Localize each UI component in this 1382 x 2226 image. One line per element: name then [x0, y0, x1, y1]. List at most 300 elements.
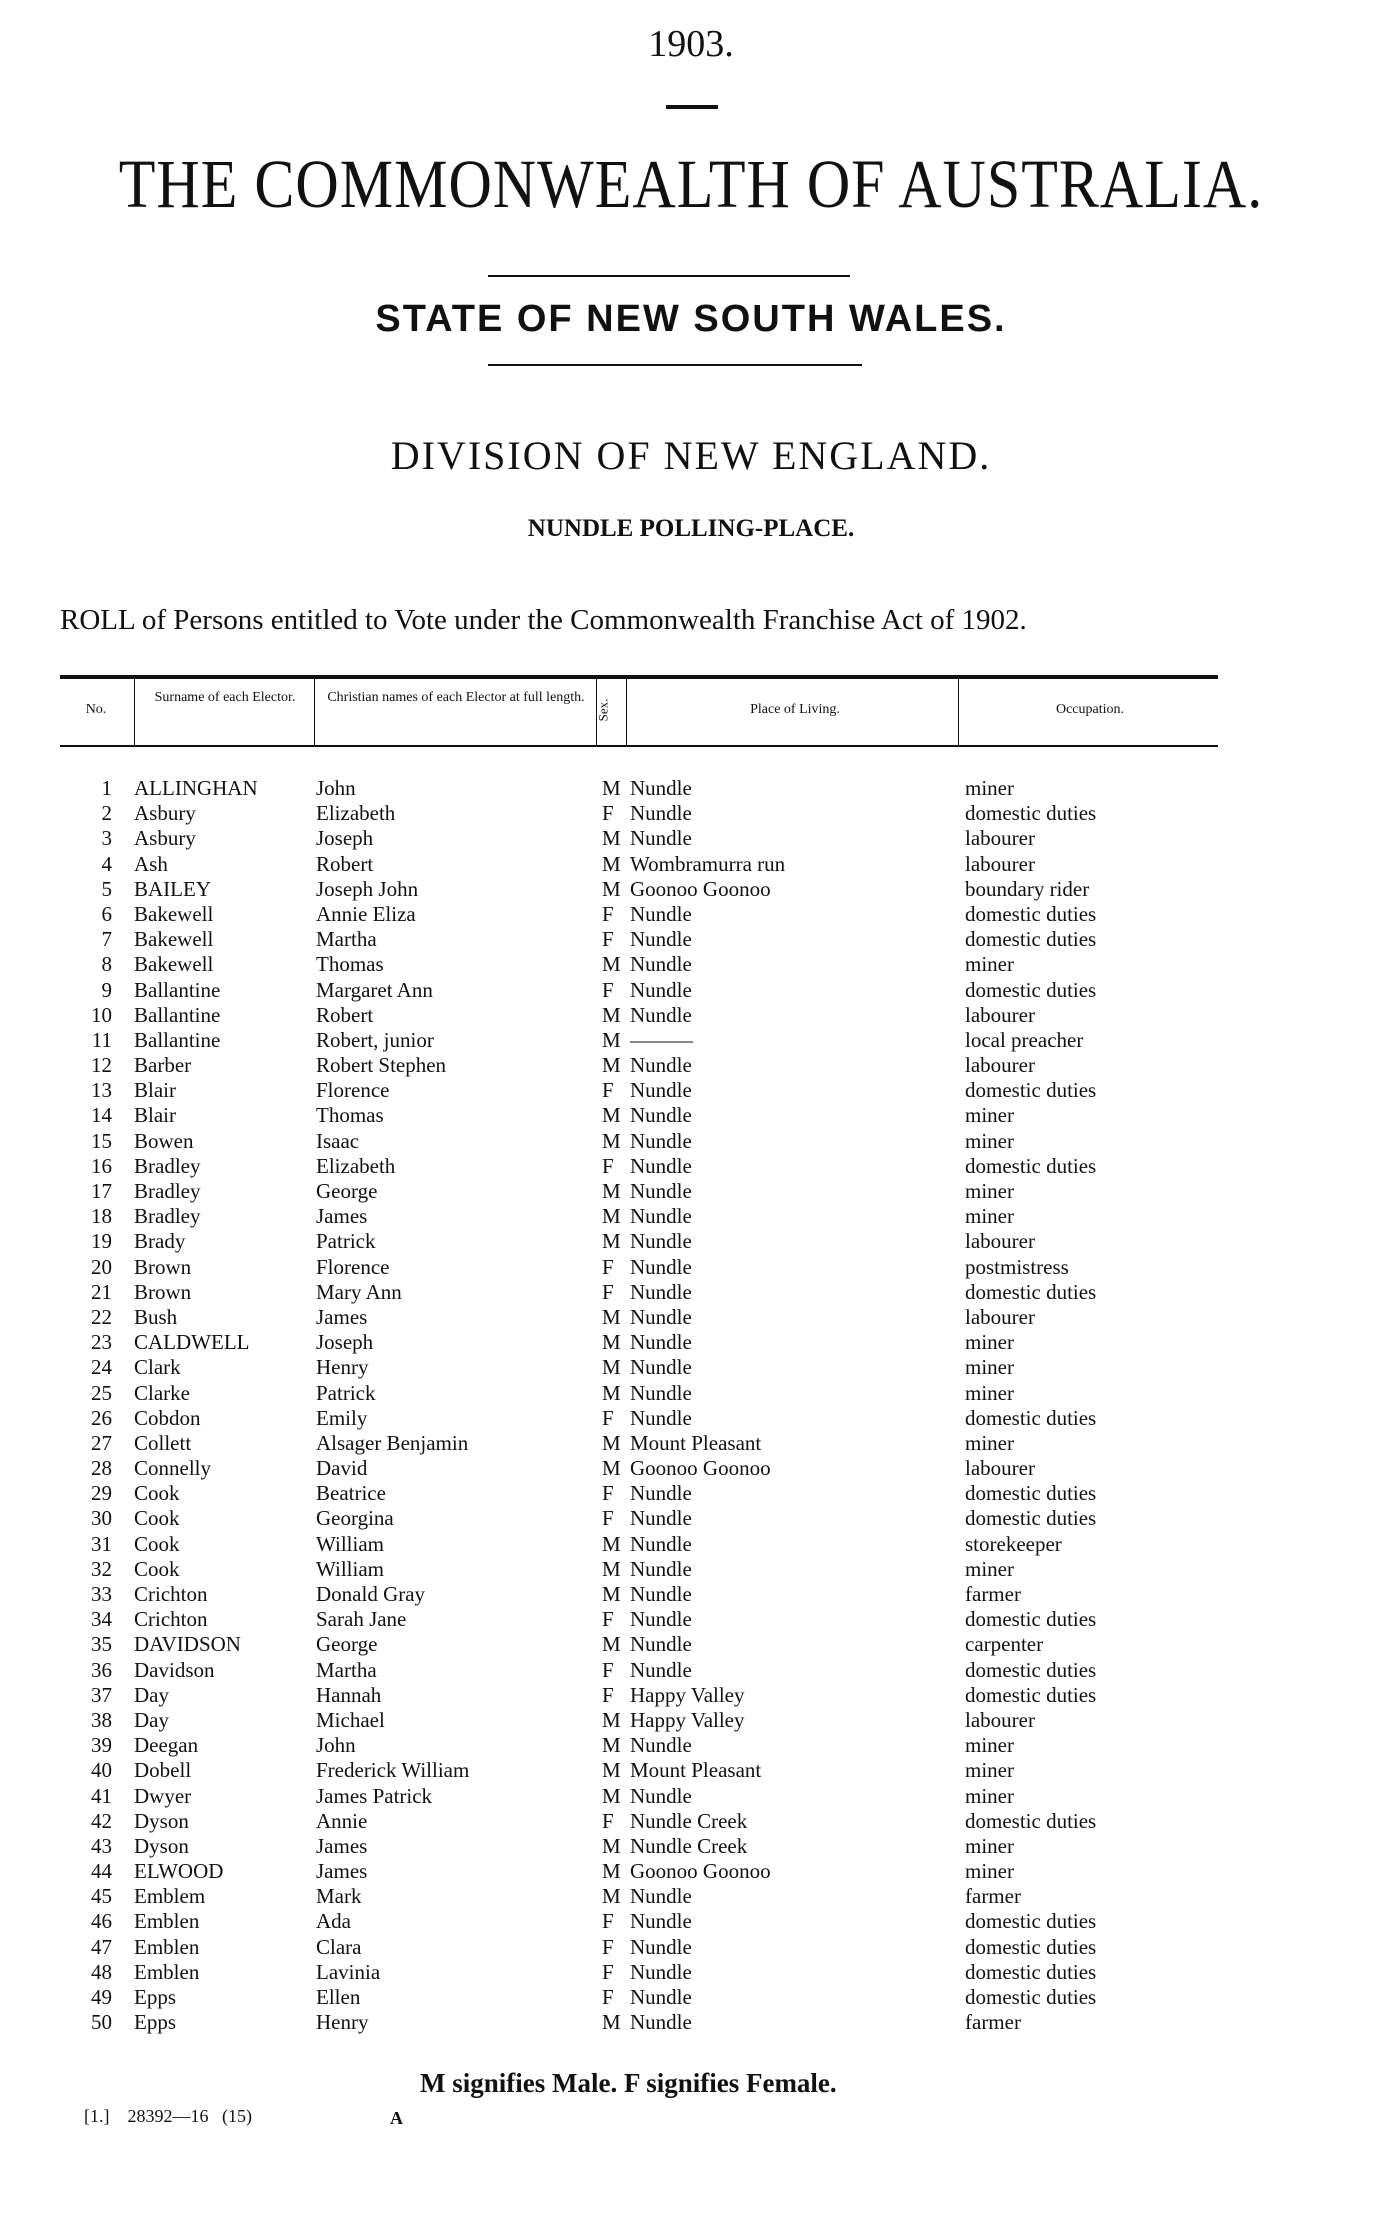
- sex-cell: M: [602, 1430, 621, 1455]
- surname-cell: Emblen: [134, 1909, 200, 1934]
- sex-cell: M: [602, 952, 621, 977]
- surname-cell: Ash: [134, 851, 168, 876]
- surname-cell: Deegan: [134, 1733, 199, 1758]
- surname-cell: Clark: [134, 1355, 181, 1380]
- division-heading: DIVISION OF NEW ENGLAND.: [390, 433, 992, 478]
- sex-cell: F: [602, 1254, 614, 1279]
- table-row: [0, 1532, 1382, 1557]
- christian-names-cell: Joseph: [316, 826, 374, 851]
- row-number: 43: [91, 1833, 112, 1858]
- sex-cell: M: [602, 1103, 621, 1128]
- occupation-cell: carpenter: [965, 1632, 1044, 1657]
- sex-cell: F: [602, 1153, 614, 1178]
- row-number: 1: [101, 776, 112, 800]
- row-number: 4: [101, 851, 112, 876]
- christian-names-cell: Lavinia: [316, 1959, 381, 1984]
- table-row: [0, 1129, 1382, 1154]
- sex-cell: M: [602, 1304, 621, 1329]
- surname-cell: Dwyer: [134, 1783, 192, 1808]
- christian-names-cell: David: [316, 1456, 368, 1481]
- surname-cell: Blair: [134, 1078, 176, 1103]
- row-number: 34: [91, 1607, 112, 1632]
- christian-names-cell: Thomas: [316, 952, 384, 977]
- occupation-cell: miner: [965, 1204, 1014, 1229]
- surname-cell: Epps: [134, 1985, 176, 2009]
- polling-place-heading: NUNDLE POLLING-PLACE.: [527, 515, 855, 542]
- occupation-cell: storekeeper: [965, 1531, 1062, 1556]
- place-cell: Nundle: [630, 1002, 692, 1027]
- sex-cell: F: [602, 1506, 614, 1531]
- surname-cell: Dyson: [134, 1808, 189, 1833]
- surname-cell: Emblen: [134, 1959, 200, 1984]
- occupation-cell: miner: [965, 1380, 1014, 1405]
- header-col-surname: Surname of each Elector.: [154, 690, 296, 705]
- christian-names-cell: Elizabeth: [316, 1153, 396, 1178]
- christian-names-cell: Alsager Benjamin: [316, 1430, 469, 1455]
- christian-names-cell: James: [316, 1833, 368, 1858]
- row-number: 40: [91, 1758, 112, 1783]
- row-number: 45: [91, 1884, 112, 1909]
- christian-names-cell: James: [316, 1859, 368, 1884]
- place-cell: Nundle Creek: [630, 1808, 748, 1833]
- row-number: 2: [101, 801, 112, 826]
- occupation-cell: boundary rider: [965, 876, 1090, 901]
- sex-legend: M signifies Male. F signifies Female.: [420, 2068, 837, 2098]
- table-row: [0, 1658, 1382, 1683]
- place-cell: Nundle: [630, 1380, 692, 1405]
- table-row: [0, 1330, 1382, 1355]
- christian-names-cell: Georgina: [316, 1506, 394, 1531]
- surname-cell: Brown: [134, 1279, 192, 1304]
- christian-names-cell: John: [316, 776, 356, 800]
- place-cell: Nundle: [630, 1179, 692, 1203]
- table-row: [0, 1506, 1382, 1531]
- place-cell: Nundle: [630, 1304, 692, 1329]
- christian-names-cell: Robert: [316, 1002, 374, 1027]
- surname-cell: Ballantine: [134, 977, 221, 1002]
- christian-names-cell: Annie Eliza: [316, 901, 416, 926]
- christian-names-cell: James: [316, 1304, 368, 1329]
- surname-cell: Cook: [134, 1531, 180, 1556]
- sex-cell: M: [602, 1833, 621, 1858]
- row-number: 50: [91, 2010, 112, 2035]
- table-row: [0, 852, 1382, 877]
- place-cell: Nundle: [630, 1355, 692, 1380]
- christian-names-cell: Patrick: [316, 1229, 376, 1254]
- occupation-cell: labourer: [965, 1304, 1035, 1329]
- sex-cell: M: [602, 1707, 621, 1732]
- row-number: 20: [91, 1254, 112, 1279]
- row-number: 3: [101, 826, 112, 851]
- sex-cell: M: [602, 1355, 621, 1380]
- row-number: 9: [101, 977, 112, 1002]
- place-cell: Mount Pleasant: [630, 1430, 762, 1455]
- place-cell: Nundle: [630, 1909, 692, 1934]
- table-row: [0, 1179, 1382, 1204]
- occupation-cell: domestic duties: [965, 1506, 1097, 1531]
- year-heading: 1903.: [648, 23, 734, 65]
- table-row: [0, 776, 1382, 801]
- row-number: 18: [91, 1204, 112, 1229]
- row-number: 12: [91, 1053, 112, 1078]
- table-row: [0, 1784, 1382, 1809]
- row-number: 21: [91, 1279, 112, 1304]
- christian-names-cell: Elizabeth: [316, 801, 396, 826]
- sex-cell: M: [602, 1204, 621, 1229]
- place-cell: Nundle: [630, 1279, 692, 1304]
- row-number: 32: [91, 1556, 112, 1581]
- surname-cell: Barber: [134, 1053, 192, 1078]
- row-number: 35: [91, 1632, 112, 1657]
- christian-names-cell: Joseph: [316, 1330, 374, 1355]
- place-cell: Goonoo Goonoo: [630, 1456, 771, 1481]
- occupation-cell: miner: [965, 1859, 1014, 1884]
- table-row: [0, 1935, 1382, 1960]
- surname-cell: Dobell: [134, 1758, 192, 1783]
- christian-names-cell: James: [316, 1204, 368, 1229]
- occupation-cell: miner: [965, 1330, 1014, 1355]
- place-cell: Mount Pleasant: [630, 1758, 762, 1783]
- sex-cell: M: [602, 1733, 621, 1758]
- christian-names-cell: Hannah: [316, 1682, 382, 1707]
- place-cell: Goonoo Goonoo: [630, 876, 771, 901]
- place-cell: Nundle Creek: [630, 1833, 748, 1858]
- sex-cell: M: [602, 851, 621, 876]
- sex-cell: M: [602, 1556, 621, 1581]
- occupation-cell: labourer: [965, 826, 1035, 851]
- row-number: 15: [91, 1128, 112, 1153]
- occupation-cell: miner: [965, 1833, 1014, 1858]
- christian-names-cell: Clara: [316, 1934, 362, 1959]
- table-row: [0, 1381, 1382, 1406]
- christian-names-cell: Robert: [316, 851, 374, 876]
- sex-cell: F: [602, 1808, 614, 1833]
- table-row: [0, 826, 1382, 851]
- place-cell: Nundle: [630, 801, 692, 826]
- sex-cell: F: [602, 977, 614, 1002]
- table-row: [0, 1909, 1382, 1934]
- sex-cell: M: [602, 826, 621, 851]
- occupation-cell: miner: [965, 1179, 1014, 1203]
- christian-names-cell: Isaac: [316, 1128, 360, 1153]
- table-row: [0, 1758, 1382, 1783]
- occupation-cell: labourer: [965, 1053, 1035, 1078]
- christian-names-cell: Emily: [316, 1405, 368, 1430]
- table-row: [0, 1255, 1382, 1280]
- occupation-cell: miner: [965, 1783, 1014, 1808]
- sex-cell: M: [602, 1229, 621, 1254]
- table-row: [0, 1154, 1382, 1179]
- occupation-cell: miner: [965, 1758, 1014, 1783]
- occupation-cell: miner: [965, 1103, 1014, 1128]
- printer-mark: A: [390, 2108, 403, 2128]
- christian-names-cell: William: [316, 1556, 384, 1581]
- occupation-cell: domestic duties: [965, 1934, 1097, 1959]
- header-divider: [958, 679, 959, 745]
- place-cell: ———: [630, 1027, 693, 1052]
- header-col-sex: Sex.: [595, 698, 611, 722]
- place-cell: Nundle: [630, 901, 692, 926]
- row-number: 38: [91, 1707, 112, 1732]
- christian-names-cell: Ada: [316, 1909, 351, 1934]
- christian-names-cell: John: [316, 1733, 356, 1758]
- occupation-cell: local preacher: [965, 1027, 1084, 1052]
- christian-names-cell: Patrick: [316, 1380, 376, 1405]
- table-row: [0, 877, 1382, 902]
- table-row: [0, 1028, 1382, 1053]
- christian-names-cell: Sarah Jane: [316, 1607, 407, 1632]
- place-cell: Nundle: [630, 1582, 692, 1606]
- sex-cell: M: [602, 1859, 621, 1884]
- sex-cell: F: [602, 1279, 614, 1304]
- row-number: 49: [91, 1985, 112, 2009]
- surname-cell: Davidson: [134, 1657, 215, 1682]
- header-divider: [134, 679, 135, 745]
- table-row: [0, 1582, 1382, 1607]
- christian-names-cell: Martha: [316, 927, 377, 952]
- sex-cell: F: [602, 1481, 614, 1506]
- print-reference: [1.] 28392—16 (15): [84, 2106, 252, 2126]
- christian-names-cell: Annie: [316, 1808, 368, 1833]
- row-number: 23: [91, 1330, 112, 1355]
- sex-cell: M: [602, 1179, 621, 1203]
- surname-cell: Asbury: [134, 826, 196, 851]
- place-cell: Nundle: [630, 1506, 692, 1531]
- christian-names-cell: Michael: [316, 1707, 385, 1732]
- row-number: 30: [91, 1506, 112, 1531]
- occupation-cell: domestic duties: [965, 927, 1097, 952]
- place-cell: Nundle: [630, 1229, 692, 1254]
- place-cell: Happy Valley: [630, 1682, 745, 1707]
- row-number: 26: [91, 1405, 112, 1430]
- surname-cell: Bradley: [134, 1153, 201, 1178]
- occupation-cell: miner: [965, 1355, 1014, 1380]
- occupation-cell: domestic duties: [965, 1657, 1097, 1682]
- surname-cell: Collett: [134, 1430, 192, 1455]
- place-cell: Nundle: [630, 1078, 692, 1103]
- sex-cell: M: [602, 1053, 621, 1078]
- occupation-cell: postmistress: [965, 1254, 1069, 1279]
- place-cell: Nundle: [630, 1884, 692, 1909]
- occupation-cell: domestic duties: [965, 1808, 1097, 1833]
- place-cell: Nundle: [630, 1733, 692, 1758]
- header-divider: [314, 679, 315, 745]
- table-row: [0, 1985, 1382, 2010]
- christian-names-cell: Frederick William: [316, 1758, 470, 1783]
- sex-cell: F: [602, 1078, 614, 1103]
- sex-cell: M: [602, 1027, 621, 1052]
- sex-cell: F: [602, 1682, 614, 1707]
- table-row: [0, 1632, 1382, 1657]
- table-row: [0, 927, 1382, 952]
- place-cell: Nundle: [630, 1657, 692, 1682]
- surname-cell: Dyson: [134, 1833, 189, 1858]
- surname-cell: Bradley: [134, 1204, 201, 1229]
- place-cell: Nundle: [630, 826, 692, 851]
- table-row: [0, 1355, 1382, 1380]
- surname-cell: Cook: [134, 1506, 180, 1531]
- sex-cell: F: [602, 1959, 614, 1984]
- place-cell: Wombramurra run: [630, 851, 786, 876]
- elector-roll-rows: [0, 776, 1382, 2035]
- christian-names-cell: William: [316, 1531, 384, 1556]
- state-heading: STATE OF NEW SOUTH WALES.: [375, 298, 1007, 340]
- occupation-cell: domestic duties: [965, 1279, 1097, 1304]
- sex-cell: M: [602, 1128, 621, 1153]
- sex-cell: M: [602, 1531, 621, 1556]
- table-row: [0, 801, 1382, 826]
- table-row: [0, 978, 1382, 1003]
- place-cell: Nundle: [630, 1556, 692, 1581]
- row-number: 36: [91, 1657, 112, 1682]
- row-number: 39: [91, 1733, 112, 1758]
- table-row: [0, 1607, 1382, 1632]
- christian-names-cell: Martha: [316, 1657, 377, 1682]
- surname-cell: Cook: [134, 1481, 180, 1506]
- christian-names-cell: Beatrice: [316, 1481, 386, 1506]
- christian-names-cell: Thomas: [316, 1103, 384, 1128]
- row-number: 16: [91, 1153, 112, 1178]
- surname-cell: Ballantine: [134, 1027, 221, 1052]
- surname-cell: Emblen: [134, 1934, 200, 1959]
- sex-cell: M: [602, 1330, 621, 1355]
- row-number: 22: [91, 1304, 112, 1329]
- row-number: 41: [91, 1783, 112, 1808]
- surname-cell: BAILEY: [134, 876, 211, 901]
- table-row: [0, 1859, 1382, 1884]
- place-cell: Nundle: [630, 952, 692, 977]
- surname-cell: Connelly: [134, 1456, 211, 1481]
- table-row: [0, 1103, 1382, 1128]
- table-row: [0, 1280, 1382, 1305]
- row-number: 29: [91, 1481, 112, 1506]
- surname-cell: Clarke: [134, 1380, 190, 1405]
- row-number: 24: [91, 1355, 112, 1380]
- header-col-christian-names: Christian names of each Elector at full length.: [327, 690, 585, 705]
- table-row: [0, 1809, 1382, 1834]
- table-row: [0, 1229, 1382, 1254]
- row-number: 37: [91, 1682, 112, 1707]
- header-top-rule: [60, 675, 1218, 679]
- header-bottom-rule: [60, 745, 1218, 747]
- surname-cell: Bakewell: [134, 927, 214, 952]
- row-number: 27: [91, 1430, 112, 1455]
- row-number: 8: [101, 952, 112, 977]
- table-row: [0, 1003, 1382, 1028]
- surname-cell: Bowen: [134, 1128, 194, 1153]
- place-cell: Nundle: [630, 1985, 692, 2009]
- occupation-cell: labourer: [965, 1707, 1035, 1732]
- header-col-place: Place of Living.: [750, 702, 840, 717]
- year-rule: [666, 105, 718, 109]
- sex-cell: F: [602, 1909, 614, 1934]
- place-cell: Nundle: [630, 1204, 692, 1229]
- place-cell: Nundle: [630, 1632, 692, 1657]
- place-cell: Nundle: [630, 1128, 692, 1153]
- surname-cell: Asbury: [134, 801, 196, 826]
- table-row: [0, 952, 1382, 977]
- place-cell: Nundle: [630, 1254, 692, 1279]
- table-row: [0, 1406, 1382, 1431]
- occupation-cell: labourer: [965, 1456, 1035, 1481]
- surname-cell: Ballantine: [134, 1002, 221, 1027]
- table-row: [0, 1456, 1382, 1481]
- sex-cell: F: [602, 1607, 614, 1632]
- occupation-cell: domestic duties: [965, 1607, 1097, 1632]
- christian-names-cell: Ellen: [316, 1985, 361, 2009]
- occupation-cell: miner: [965, 1430, 1014, 1455]
- row-number: 11: [91, 1027, 112, 1052]
- surname-cell: Blair: [134, 1103, 176, 1128]
- table-row: [0, 1884, 1382, 1909]
- table-row: [0, 1431, 1382, 1456]
- occupation-cell: miner: [965, 1733, 1014, 1758]
- christian-names-cell: George: [316, 1179, 378, 1203]
- table-row: [0, 1053, 1382, 1078]
- surname-cell: Day: [134, 1707, 169, 1732]
- christian-names-cell: Mary Ann: [316, 1279, 402, 1304]
- sex-cell: F: [602, 801, 614, 826]
- christian-names-cell: Henry: [316, 1355, 369, 1380]
- table-row: [0, 1834, 1382, 1859]
- sex-cell: M: [602, 1456, 621, 1481]
- occupation-cell: domestic duties: [965, 1682, 1097, 1707]
- occupation-cell: domestic duties: [965, 1909, 1097, 1934]
- row-number: 48: [91, 1959, 112, 1984]
- table-row: [0, 2010, 1382, 2035]
- christian-names-cell: Florence: [316, 1254, 390, 1279]
- table-row: [0, 1708, 1382, 1733]
- table-row: [0, 1204, 1382, 1229]
- occupation-cell: miner: [965, 776, 1014, 800]
- place-cell: Nundle: [630, 776, 692, 800]
- christian-names-cell: Florence: [316, 1078, 390, 1103]
- place-cell: Goonoo Goonoo: [630, 1859, 771, 1884]
- surname-cell: Epps: [134, 2010, 176, 2035]
- place-cell: Nundle: [630, 1405, 692, 1430]
- place-cell: Nundle: [630, 1783, 692, 1808]
- surname-cell: ALLINGHAN: [134, 776, 258, 800]
- surname-cell: Bush: [134, 1304, 178, 1329]
- table-row: [0, 1078, 1382, 1103]
- occupation-cell: labourer: [965, 851, 1035, 876]
- surname-cell: Cook: [134, 1556, 180, 1581]
- occupation-cell: domestic duties: [965, 1481, 1097, 1506]
- row-number: 10: [91, 1002, 112, 1027]
- header-col-occupation: Occupation.: [1055, 702, 1125, 717]
- row-number: 5: [101, 876, 112, 901]
- occupation-cell: domestic duties: [965, 1153, 1097, 1178]
- row-number: 31: [91, 1531, 112, 1556]
- roll-title: ROLL of Persons entitled to Vote under the Commonwealth Franchise Act of 1902.: [60, 604, 1027, 636]
- sex-cell: M: [602, 1582, 621, 1606]
- sex-cell: M: [602, 1884, 621, 1909]
- header-divider: [626, 679, 627, 745]
- occupation-cell: domestic duties: [965, 1959, 1097, 1984]
- document-title: THE COMMONWEALTH OF AUSTRALIA.: [118, 145, 1264, 222]
- occupation-cell: domestic duties: [965, 1078, 1097, 1103]
- row-number: 17: [91, 1179, 112, 1203]
- row-number: 14: [91, 1103, 112, 1128]
- sex-cell: M: [602, 1783, 621, 1808]
- title-rule: [488, 275, 850, 277]
- row-number: 33: [91, 1582, 112, 1606]
- surname-cell: Bakewell: [134, 901, 214, 926]
- surname-cell: Day: [134, 1682, 169, 1707]
- row-number: 13: [91, 1078, 112, 1103]
- occupation-cell: domestic duties: [965, 901, 1097, 926]
- place-cell: Nundle: [630, 1153, 692, 1178]
